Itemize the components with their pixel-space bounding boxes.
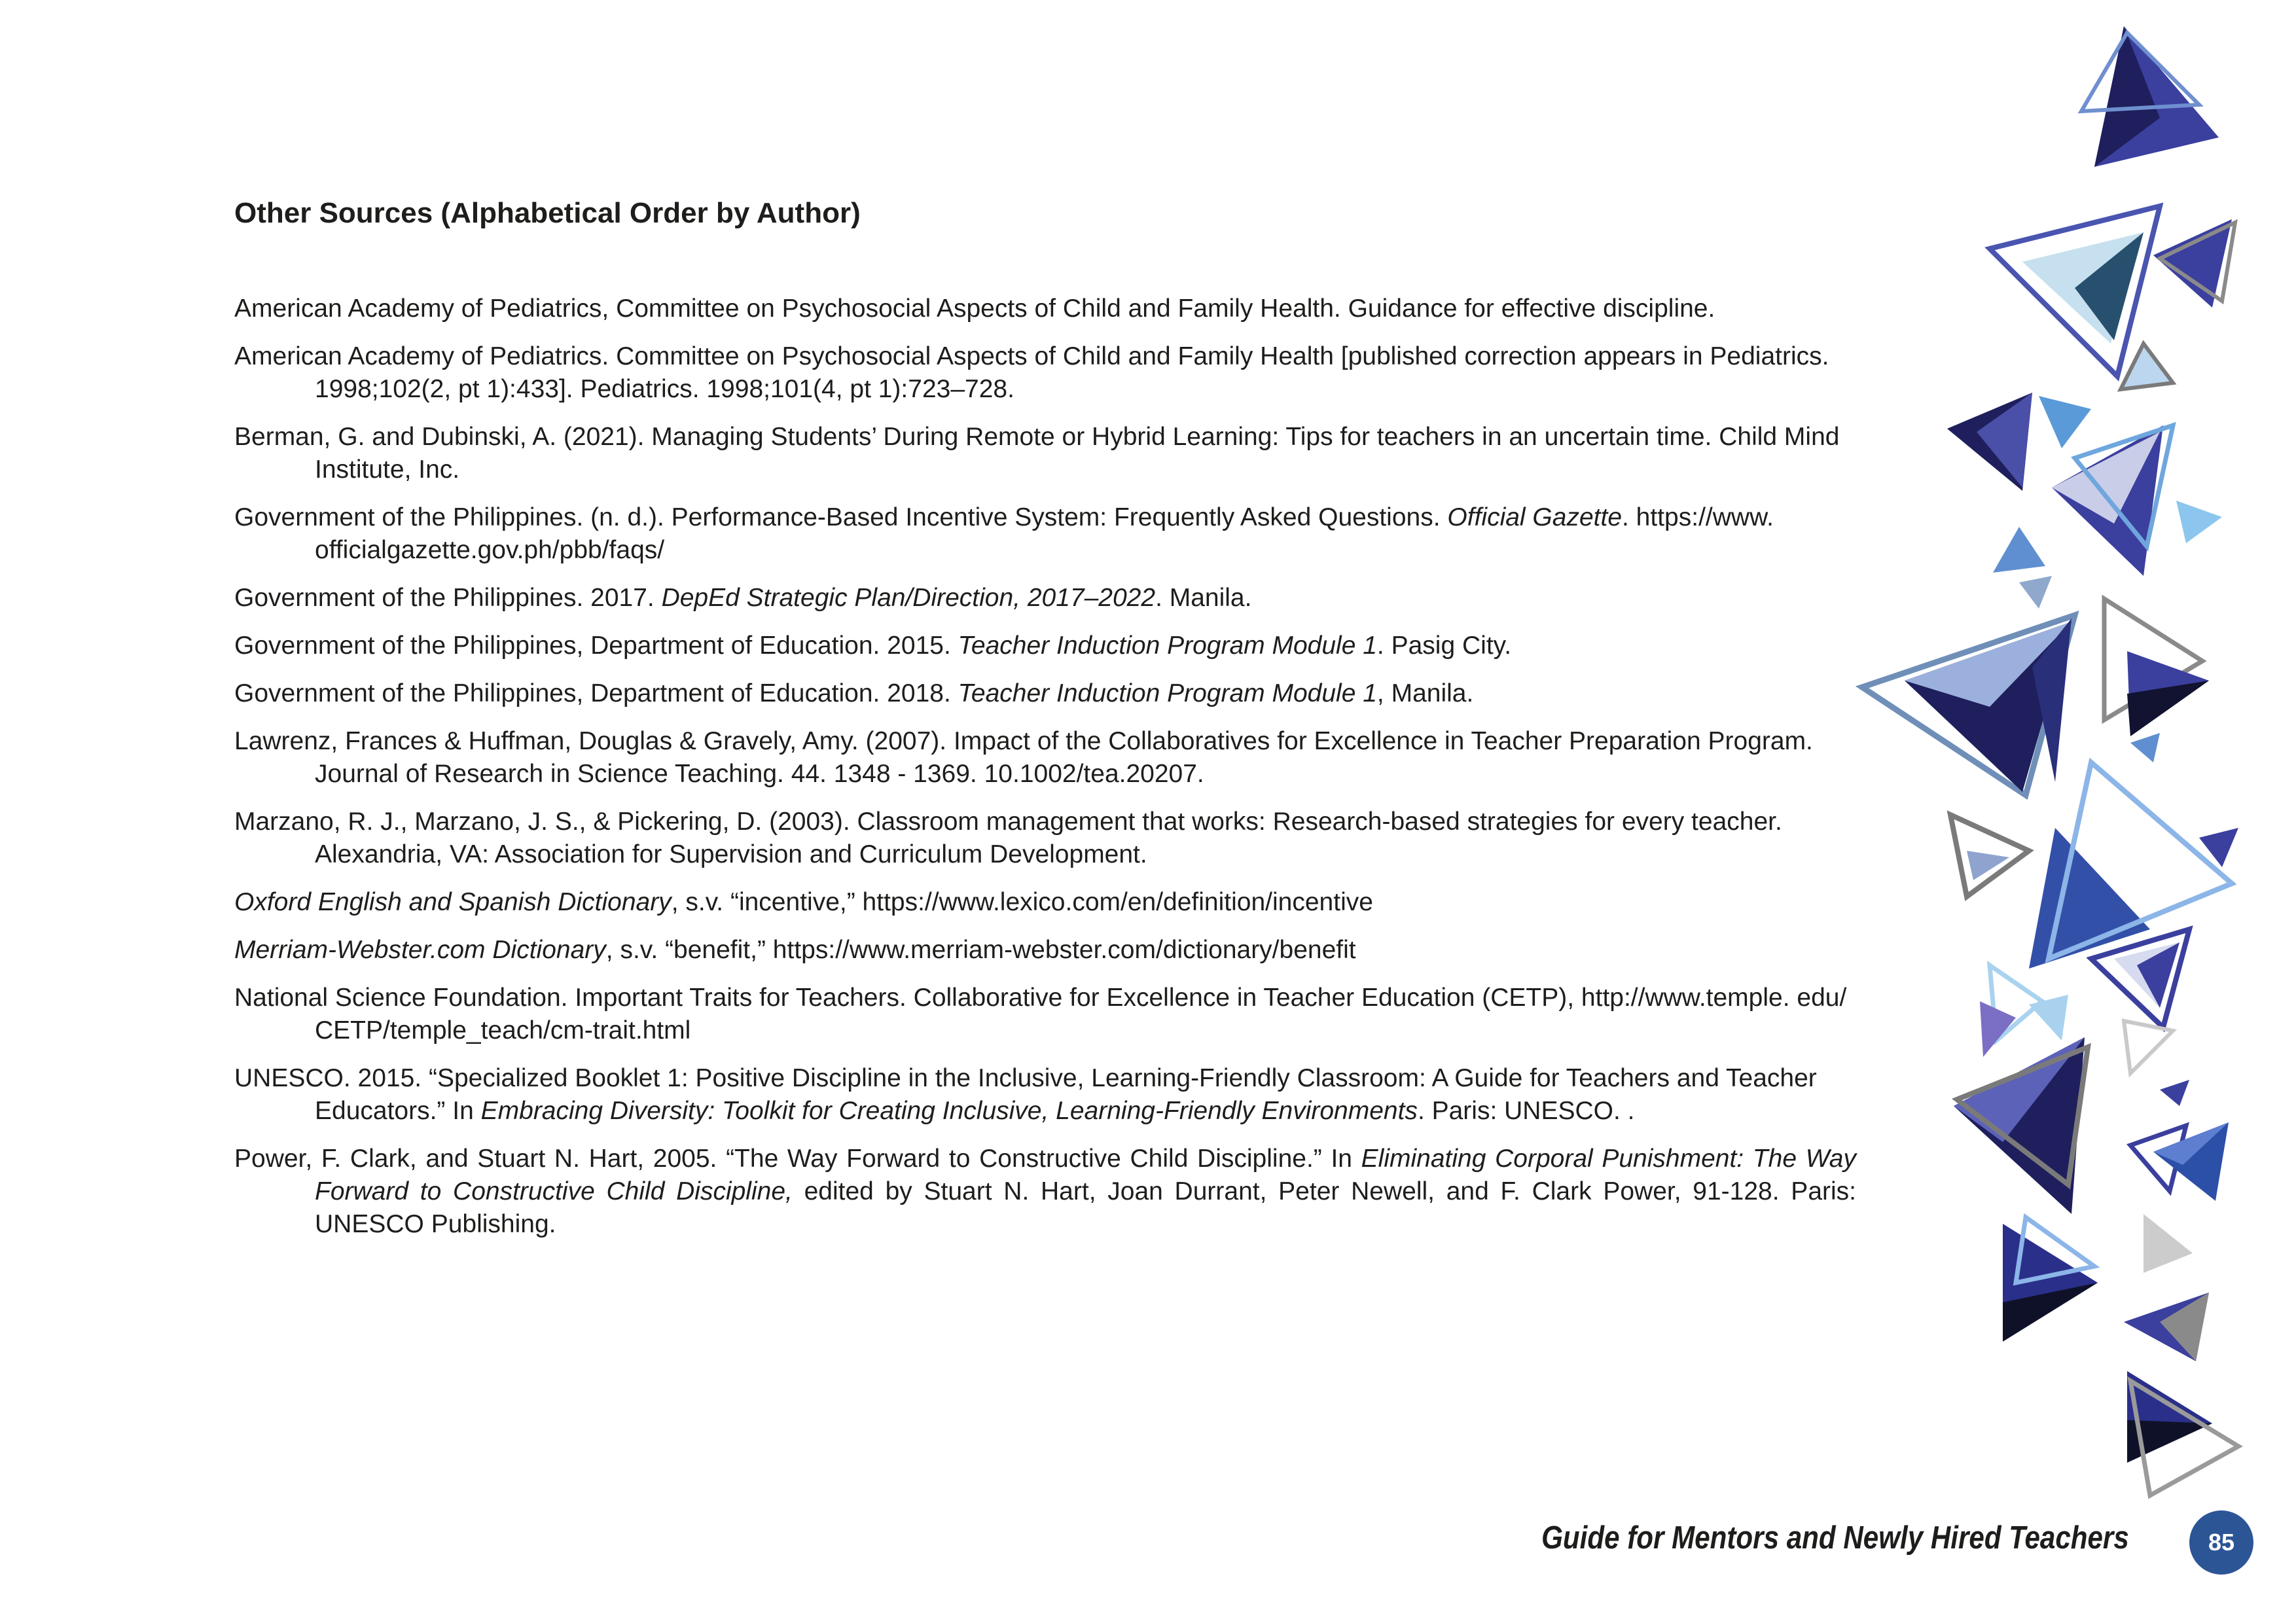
decor-triangle — [2039, 396, 2091, 448]
section-heading: Other Sources (Alphabetical Order by Author) — [234, 197, 861, 229]
reference-text: Government of the Philippines. (n. d.). Performance-Based Incentive System: Frequently Asked Questions. — [234, 503, 1448, 531]
reference-entry — [234, 421, 1856, 486]
reference-entry — [234, 806, 1856, 871]
reference-entry — [234, 1143, 1856, 1241]
decor-triangle — [2130, 733, 2160, 762]
reference-text: Berman, G. and Dubinski, A. (2021). Managing Students’ During Remote or Hybrid Learning: Tips for teachers in an uncertain time. Child Mind Institute, Inc. — [234, 423, 1840, 484]
reference-title: DepEd Strategic Plan/Direction, 2017–2022 — [661, 584, 1156, 612]
reference-entry — [234, 501, 1856, 567]
decor-triangle — [2029, 995, 2068, 1041]
reference-text: National Science Foundation. Important Traits for Teachers. Collaborative for Excellence in Teacher Education (CETP), http://www.temple. edu/ CETP/temple_teach/cm-trait.html — [234, 984, 1847, 1044]
decor-triangle — [1954, 1037, 2085, 1214]
reference-text: American Academy of Pediatrics. Committee on Psychosocial Aspects of Child and Family Health [published correction appears in Pediatrics. 1998;102(2, pt 1):433]. Pediatrics. 1998;101(4, pt 1):723–728. — [234, 342, 1829, 403]
reference-title: Official Gazette — [1447, 503, 1623, 531]
reference-entry — [234, 886, 1856, 919]
reference-text: Government of the Philippines, Department of Education. 2015. — [234, 632, 958, 660]
decor-triangle — [1967, 851, 2009, 880]
decorative-triangles — [1846, 0, 2296, 1623]
reference-list — [234, 293, 1856, 1256]
reference-entry — [234, 1062, 1856, 1128]
reference-entry — [234, 725, 1856, 791]
reference-text: Marzano, R. J., Marzano, J. S., & Pickering, D. (2003). Classroom management that works: Research-based strategies for every teacher. Alexandria, VA: Association for Supervision and Curriculum Development. — [234, 808, 1782, 868]
reference-text: Power, F. Clark, and Stuart N. Hart, 2005. “The Way Forward to Constructive Child Discipline.” In — [234, 1145, 1361, 1173]
reference-text: , s.v. “incentive,” https://www.lexico.com/en/definition/incentive — [671, 888, 1373, 916]
reference-text: . Paris: UNESCO. . — [1417, 1097, 1635, 1125]
decor-triangle — [2176, 501, 2222, 543]
reference-entry — [234, 934, 1856, 967]
reference-entry — [234, 340, 1856, 406]
decor-triangle — [2144, 1214, 2193, 1273]
reference-text: American Academy of Pediatrics, Committee on Psychosocial Aspects of Child and Family Health. Guidance for effective discipline. — [234, 294, 1715, 323]
page-number-badge: 85 — [2189, 1510, 2253, 1575]
reference-text: edited by Stuart N. Hart, Joan Durrant, Peter Newell, and F. Clark Power, 91-128. Paris: UNESCO Publishing. — [315, 1177, 1856, 1238]
reference-title: Oxford English and Spanish Dictionary — [234, 888, 672, 916]
reference-title: Teacher Induction Program Module 1 — [958, 632, 1377, 660]
decor-triangle — [2121, 344, 2173, 389]
reference-text: . Manila. — [1155, 584, 1252, 612]
decor-triangle — [2019, 576, 2052, 609]
reference-entry — [234, 293, 1856, 325]
reference-title: Teacher Induction Program Module 1 — [958, 679, 1377, 707]
decor-triangle — [1993, 527, 2045, 573]
footer-title: Guide for Mentors and Newly Hired Teachers — [1541, 1520, 2129, 1556]
decor-triangle — [2124, 1021, 2173, 1073]
reference-entry — [234, 582, 1856, 615]
reference-text: Government of the Philippines. 2017. — [234, 584, 662, 612]
reference-entry — [234, 982, 1856, 1047]
reference-text: . Pasig City. — [1376, 632, 1512, 660]
reference-title: Embracing Diversity: Toolkit for Creating Inclusive, Learning-Friendly Environments — [480, 1097, 1418, 1125]
reference-text: . https://www. officialgazette.gov.ph/pbb/faqs/ — [315, 503, 1774, 564]
reference-text: , s.v. “benefit,” https://www.merriam-webster.com/dictionary/benefit — [605, 936, 1356, 964]
reference-title: Eliminating Corporal Punishment: The Way Forward to Constructive Child Discipline, — [315, 1145, 1856, 1205]
reference-text: Government of the Philippines, Department of Education. 2018. — [234, 679, 958, 707]
reference-title: Merriam-Webster.com Dictionary — [234, 936, 606, 964]
reference-entry — [234, 677, 1856, 710]
reference-text: , Manila. — [1376, 679, 1474, 707]
reference-text: Lawrenz, Frances & Huffman, Douglas & Gravely, Amy. (2007). Impact of the Collaboratives for Excellence in Teacher Preparation Program. Journal of Research in Science Teaching. 44. 1348 - 1369. 10.1002/tea.20207. — [234, 727, 1813, 788]
reference-entry — [234, 630, 1856, 662]
reference-text: UNESCO. 2015. “Specialized Booklet 1: Positive Discipline in the Inclusive, Learning-Friendly Classroom: A Guide for Teachers and Teacher Educators.” In — [234, 1064, 1817, 1125]
decor-triangle — [2160, 1080, 2189, 1106]
